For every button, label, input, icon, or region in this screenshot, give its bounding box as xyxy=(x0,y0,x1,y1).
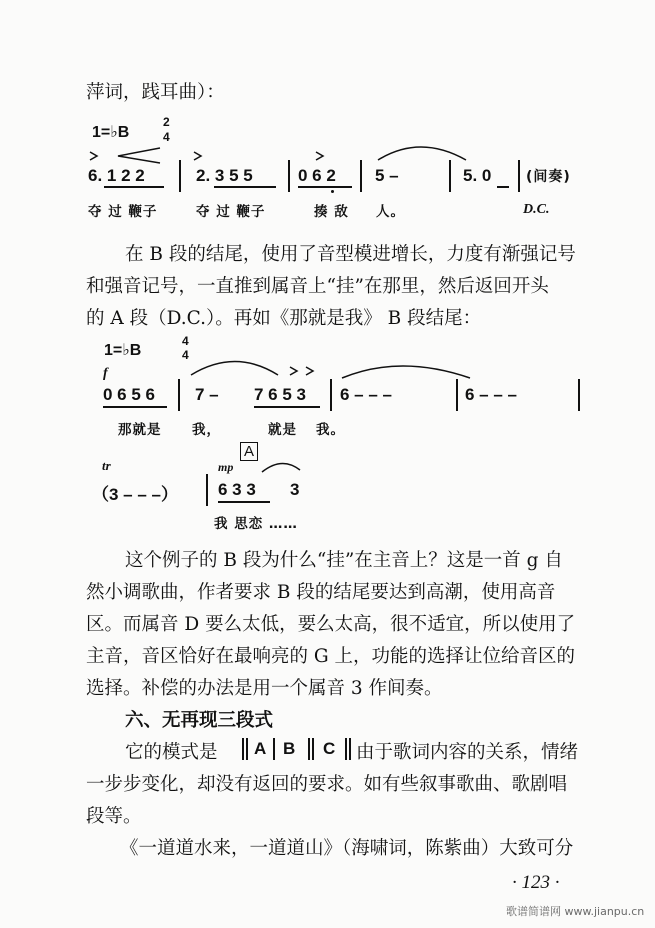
ex2-lyric-1: 那就是 xyxy=(118,422,162,438)
ex2-measure-5: 6 3 3 xyxy=(218,480,256,499)
barline xyxy=(578,379,580,411)
para3-lead: 它的模式是 xyxy=(125,742,218,763)
ex2-lyric-2: 我， xyxy=(192,422,221,438)
para1-line-2: 和强音记号，一直推到属音上“挂”在那里，然后返回开头 xyxy=(86,276,549,297)
barline xyxy=(312,738,314,760)
barline xyxy=(360,160,362,192)
para3-rest: 由于歌词内容的关系，情绪 xyxy=(356,742,579,763)
para3-line-3: 段等。 xyxy=(86,806,142,827)
ex2-rest-bar: （3 – – –） xyxy=(92,485,178,504)
barline xyxy=(246,738,248,760)
underline xyxy=(298,186,352,188)
barline xyxy=(178,379,180,411)
para2-line-2: 然小调歌曲，作者要求 B 段的结尾要达到高潮，使用高音 xyxy=(86,582,556,603)
barline xyxy=(206,474,208,506)
accent-mark xyxy=(90,152,97,160)
barline xyxy=(345,738,347,760)
accent-mark xyxy=(290,367,297,375)
para2-line-1: 这个例子的 B 段为什么“挂”在主音上？这是一首 g 自 xyxy=(125,550,563,571)
barline xyxy=(518,160,520,192)
ex1-lyric-4: 人。 xyxy=(376,204,405,220)
crescendo-hairpin xyxy=(118,148,160,163)
section-label-a: A xyxy=(240,442,258,461)
underline xyxy=(214,186,276,188)
barline xyxy=(330,379,332,411)
ex2-measure-2b: 7 6 5 3 xyxy=(254,385,306,404)
para2-line-5: 选择。补偿的办法是用一个属音 3 作间奏。 xyxy=(86,678,443,699)
ex2-measure-1: 0 6 5 6 xyxy=(103,385,155,404)
barline xyxy=(349,738,351,760)
ex2-dynamic-f: f xyxy=(103,366,108,381)
ex2-time-top: 4 xyxy=(182,334,189,348)
accent-mark xyxy=(194,152,201,160)
form-section-b: B xyxy=(283,739,296,758)
ex1-key-signature: 1=♭B xyxy=(92,124,130,141)
underline xyxy=(103,406,167,408)
ex1-dc-mark: D.C. xyxy=(523,202,550,217)
ex1-lyric-2: 夺 过 鞭子 xyxy=(196,204,266,220)
ex1-measure-2: 2. 3 5 5 xyxy=(196,166,253,185)
ex2-lyric-5: 我 思恋 …… xyxy=(214,516,298,532)
ex2-trill: tr xyxy=(102,458,111,473)
ex1-interlude: (间奏) xyxy=(526,169,571,185)
ex2-measure-2a: 7 – xyxy=(195,385,219,404)
slur-arc xyxy=(191,362,278,376)
underline xyxy=(497,186,509,188)
ex1-time-bottom: 4 xyxy=(163,130,170,144)
para1-line-1: 在 B 段的结尾，使用了音型模进增长，力度有渐强记号 xyxy=(125,244,576,265)
para4-line-1: 《一道道水来，一道道山》（海啸词，陈紫曲）大致可分 xyxy=(120,838,574,859)
barline xyxy=(288,160,290,192)
watermark: 歌谱简谱网 www.jianpu.cn xyxy=(506,905,645,918)
ex1-measure-1: 6. 1 2 2 xyxy=(88,166,145,185)
accent-mark xyxy=(316,152,323,160)
ex2-key-signature: 1=♭B xyxy=(104,342,142,359)
barline xyxy=(308,738,310,760)
section-heading: 六、无再现三段式 xyxy=(125,710,274,731)
ex2-measure-4: 6 – – – xyxy=(465,385,517,404)
ex2-measure-5b: 3 xyxy=(290,480,300,499)
tie-arc xyxy=(342,366,470,378)
barline xyxy=(179,160,181,192)
ex2-dynamic-mp: mp xyxy=(218,460,234,474)
para3-line-2: 一步步变化，却没有返回的要求。如有些叙事歌曲、歌剧唱 xyxy=(86,774,568,795)
ex2-measure-3: 6 – – – xyxy=(340,385,392,404)
form-section-c: C xyxy=(323,739,336,758)
barline xyxy=(456,379,458,411)
ex2-time-bottom: 4 xyxy=(182,348,189,362)
barline xyxy=(242,738,244,760)
ex1-measure-4a: 5 – xyxy=(375,166,399,185)
ex1-measure-3: 0 6 2 xyxy=(298,166,336,185)
slur-arc xyxy=(262,463,300,472)
para2-line-4: 主音，音区恰好在最响亮的 G 上，功能的选择让位给音区的 xyxy=(86,646,576,667)
accent-mark xyxy=(306,367,313,375)
para1-line-3: 的 A 段（D.C.）。再如《那就是我》 B 段结尾： xyxy=(86,308,482,329)
underline xyxy=(218,501,270,503)
underline xyxy=(254,406,320,408)
ex1-measure-4b: 5. 0 xyxy=(463,166,492,185)
barline xyxy=(273,738,275,760)
octave-dot xyxy=(331,190,334,193)
ex1-lyric-1: 夺 过 鞭子 xyxy=(88,204,158,220)
ex1-lyric-3: 揍 敌 xyxy=(314,204,349,220)
ex2-lyric-3: 就是 xyxy=(268,422,297,438)
ex1-time-top: 2 xyxy=(163,115,170,129)
form-section-a: A xyxy=(254,739,267,758)
page-number: · 123 · xyxy=(512,872,560,893)
intro-fragment: 萍词，践耳曲）： xyxy=(86,82,225,103)
barline xyxy=(449,160,451,192)
tie-arc xyxy=(378,147,466,160)
underline xyxy=(104,186,164,188)
ex2-lyric-4: 我。 xyxy=(316,422,345,438)
para2-line-3: 区。而属音 D 要么太低，要么太高，很不适宜，所以使用了 xyxy=(86,614,576,635)
